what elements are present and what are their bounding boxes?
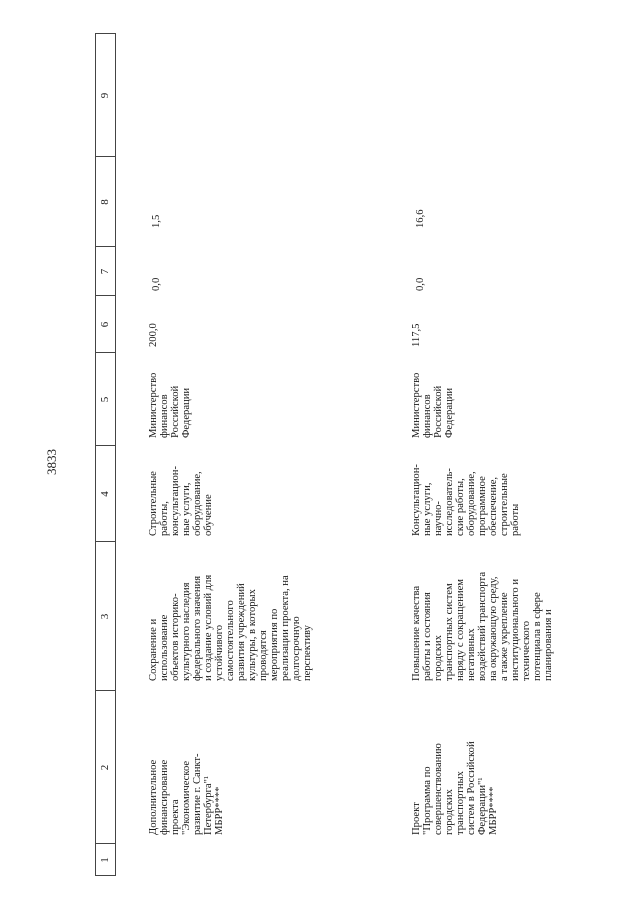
row2-col6-value: 117,5 xyxy=(411,323,422,347)
rotated-table xyxy=(95,33,640,876)
col-header-7: 7 xyxy=(99,268,111,275)
col-header-1: 1 xyxy=(99,857,111,863)
col-header-8: 8 xyxy=(99,199,111,205)
row2-col8-value: 16,6 xyxy=(415,209,426,228)
row1-col6-value: 200,0 xyxy=(148,323,159,347)
row2-works: Консультацион- ные услуги, научно- исследователь- ские работы, оборудование, программное обеспечение, строительные работы xyxy=(411,464,521,536)
row2-goal: Повышение качества работы и состояния городских транспортных систем наряду с сокращением негативных воздействий транспорта на окружающую среду, а также укрепление институционального и технического потенциала в сфере планирования и xyxy=(411,571,554,681)
row1-col8-value: 1,5 xyxy=(151,214,162,228)
row1-works: Строительные работы, консультацион- ные услуги, оборудование, обучение xyxy=(148,466,214,536)
row1-goal: Сохранение и использование объектов историко- культурного наследия федерального значения и создание условий для устойчивого самостоятельного развития учреждений культуры, в которых проводятся мероприятия по реализации проекта, на долгосрочную перспективу xyxy=(148,574,313,681)
row1-project-name: Дополнительное финансирование проекта "Экономическое развитие г. Санкт- Петербурга"¹ МБРР**** xyxy=(148,753,225,835)
row1-col7-value: 0,0 xyxy=(151,277,162,291)
page-number: 3833 xyxy=(44,449,59,475)
header-bottom-border xyxy=(115,33,116,876)
col-header-4: 4 xyxy=(99,491,111,497)
col-header-9: 9 xyxy=(99,92,111,99)
table-top-border xyxy=(95,33,96,876)
col-header-6: 6 xyxy=(99,321,111,328)
row2-col7-value: 0,0 xyxy=(415,277,426,291)
col-header-2: 2 xyxy=(99,764,111,771)
row2-project-name: Проект "Программа по совершенствованию городских транспортных систем в Российской Федерации"¹ МБРР**** xyxy=(411,741,499,835)
col-header-3: 3 xyxy=(99,613,111,620)
row1-executor: Министерство финансов Российской Федерации xyxy=(148,372,192,438)
row2-executor: Министерство финансов Российской Федерации xyxy=(411,372,455,438)
col-header-5: 5 xyxy=(99,396,111,403)
